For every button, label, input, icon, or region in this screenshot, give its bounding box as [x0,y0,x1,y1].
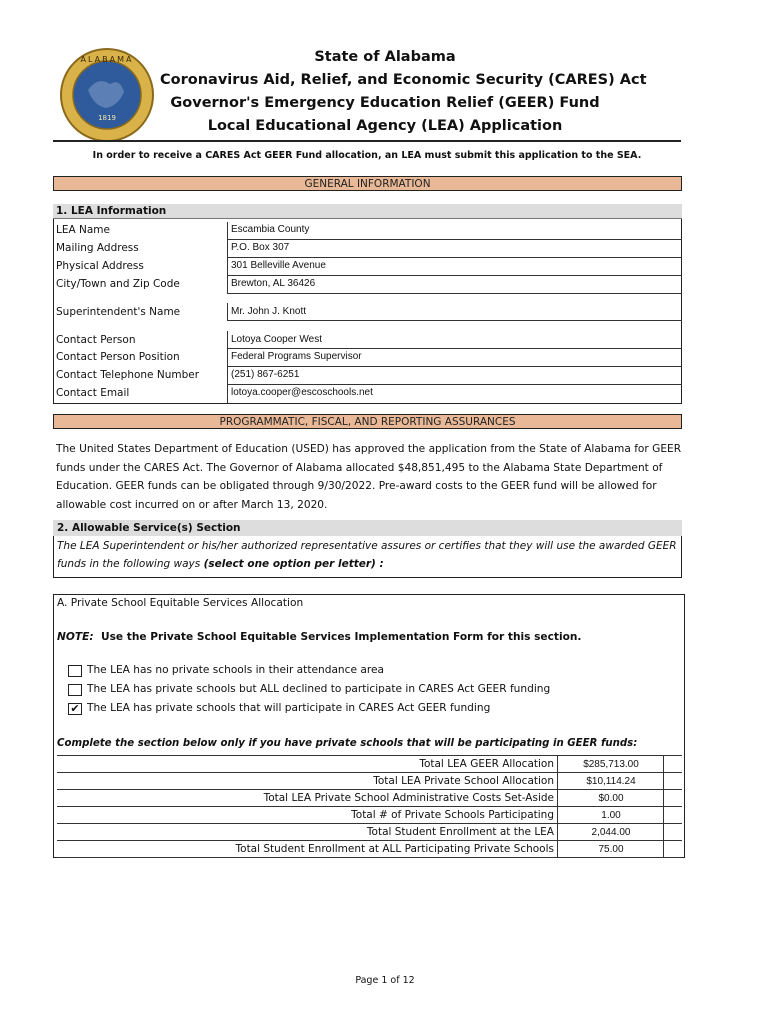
lea-name-label: LEA Name [56,224,110,236]
title-line-4: Local Educational Agency (LEA) Application [207,118,563,134]
table-row-label: Total Student Enrollment at the LEA [366,826,554,838]
lea-information-title: 1. LEA Information [53,204,682,219]
allowable-services-title: 2. Allowable Service(s) Section [53,520,682,536]
lea-divider-1 [227,222,228,294]
assurances-band: PROGRAMMATIC, FISCAL, AND REPORTING ASSURANCES [53,414,682,429]
note-text: Use the Private School Equitable Services Implementation Form for this section. [100,631,582,643]
lea-divider-2 [227,303,228,320]
mailing-address-value: P.O. Box 307 [231,242,290,253]
assurances-paragraph: The United States Department of Education (USED) has approved the application from the State of Alabama for GEER funds under the CARES Act. The Governor of Alabama allocated $48,851,495 to the Alabama State Department of Education. GEER funds can be obligated through 9/30/2022. Pre-award costs to the GEER fund will be allowed for allowable cost incurred on or after March 13, 2020. [56,443,682,511]
physical-address-value: 301 Belleville Avenue [231,260,326,271]
contact-person-label: Contact Person [56,334,136,346]
superintendent-value: Mr. John J. Knott [231,306,307,317]
contact-phone-label: Contact Telephone Number [56,369,200,381]
svg-text:1819: 1819 [98,114,116,122]
table-row-value: 75.00 [598,844,624,855]
table-row-label: Total LEA GEER Allocation [419,758,554,770]
table-divider [663,755,664,857]
row-line [227,293,682,294]
private-school-section-title: A. Private School Equitable Services Allocation [57,597,304,609]
document-title [160,46,647,138]
table-row-value: 1.00 [601,810,621,821]
allowable-services-instruction: (select one option per letter) : [203,558,384,570]
row-line [227,239,682,240]
title-line-1: State of Alabama [314,49,456,65]
city-zip-value: Brewton, AL 36426 [231,278,316,289]
intro-text: In order to receive a CARES Act GEER Fund allocation, an LEA must submit this application to the SEA. [92,150,642,161]
contact-position-label: Contact Person Position [56,351,180,363]
table-row-label: Total # of Private Schools Participating [351,809,554,821]
option-all-declined-checkbox[interactable] [68,684,82,696]
city-zip-label: City/Town and Zip Code [56,278,180,290]
general-information-band: GENERAL INFORMATION [53,176,682,191]
title-line-2: Coronavirus Aid, Relief, and Economic Security (CARES) Act [160,72,647,88]
complete-section-instruction: Complete the section below only if you have private schools that will be participating in GEER funds: [57,738,638,749]
page-number: Page 1 of 12 [355,975,415,986]
allowable-services-statement: The LEA Superintendent or his/her authorized representative assures or certifies that they will use the awarded GEER funds in the following ways [57,540,677,570]
table-row-value: $0.00 [598,793,624,804]
table-row-label: Total LEA Private School Administrative Costs Set-Aside [263,792,554,804]
note-label: NOTE: [57,631,94,643]
table-row-value: 2,044.00 [591,827,631,838]
contact-email-label: Contact Email [56,387,130,399]
table-row-value: $285,713.00 [583,759,639,770]
note [57,631,581,643]
option-all-declined-label: The LEA has private schools but ALL declined to participate in CARES Act GEER funding [87,683,551,695]
lea-divider-3 [227,331,228,403]
option-will-participate-checkbox[interactable]: ✔ [68,703,82,715]
contact-position-value: Federal Programs Supervisor [231,351,362,362]
option-no-private-schools-checkbox[interactable] [68,665,82,677]
superintendent-label: Superintendent's Name [56,306,181,318]
title-rule [53,140,681,142]
table-row-label: Total LEA Private School Allocation [373,775,554,787]
option-no-private-schools-label: The LEA has no private schools in their attendance area [87,664,384,676]
row-line [227,320,682,321]
mailing-address-label: Mailing Address [56,242,139,254]
svg-text:ALABAMA: ALABAMA [80,55,134,64]
contact-person-value: Lotoya Cooper West [231,334,322,345]
contact-email-value: lotoya.cooper@escoschools.net [231,387,373,398]
table-row-value: $10,114.24 [586,776,636,787]
table-divider [557,755,558,857]
title-line-3: Governor's Emergency Education Relief (GEER) Fund [170,95,600,111]
lea-name-value: Escambia County [231,224,310,235]
table-row-label: Total Student Enrollment at ALL Participating Private Schools [235,843,554,855]
option-will-participate-label: The LEA has private schools that will participate in CARES Act GEER funding [87,702,491,714]
alabama-state-seal [58,46,156,144]
contact-phone-value: (251) 867-6251 [231,369,300,380]
physical-address-label: Physical Address [56,260,144,272]
allowable-services-text [57,537,681,573]
